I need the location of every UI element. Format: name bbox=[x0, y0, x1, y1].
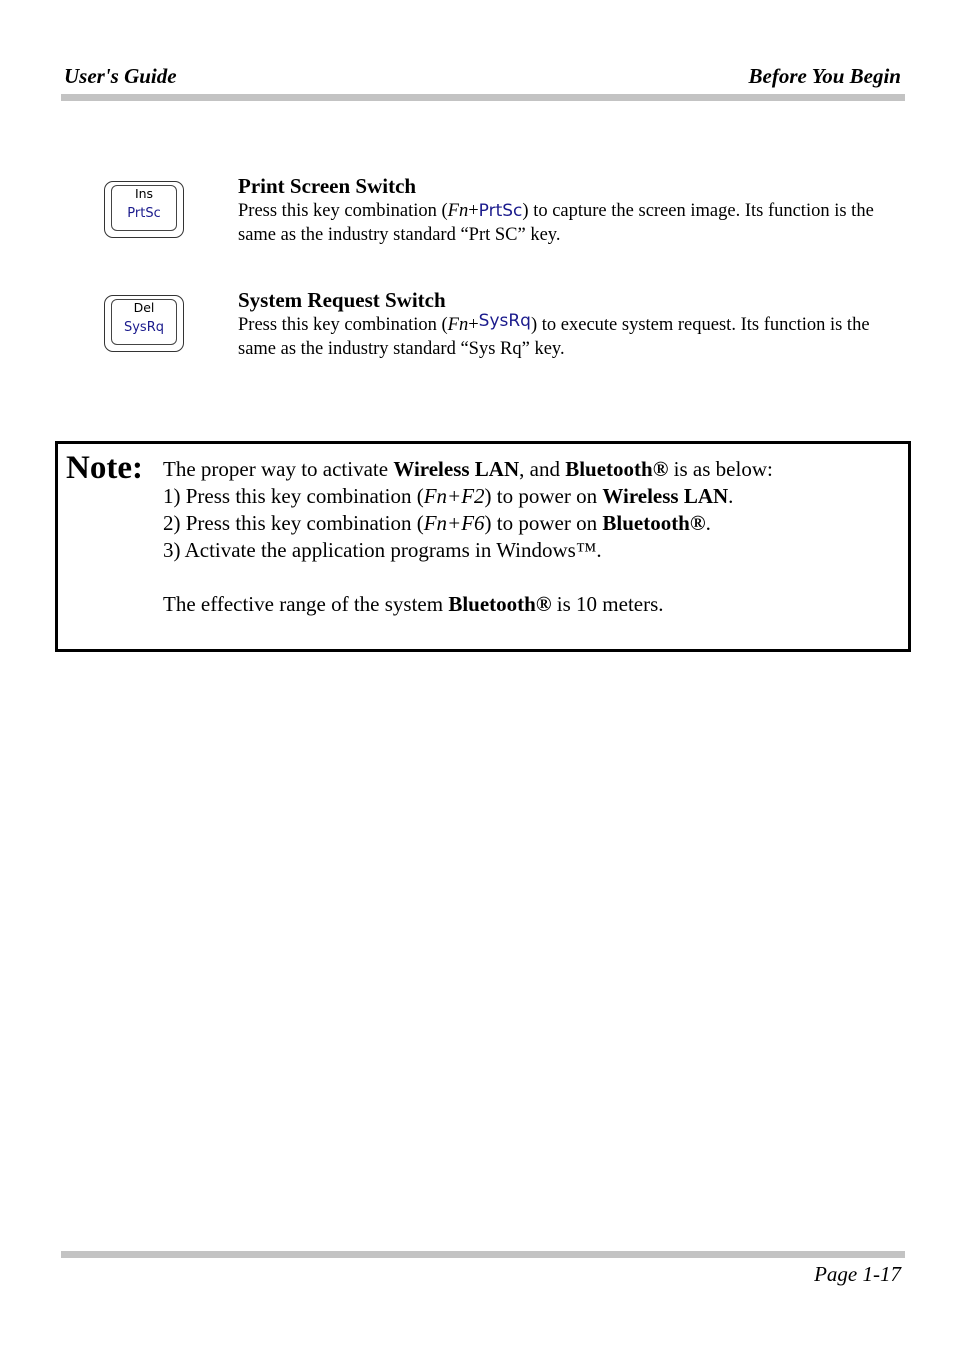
header-left: User's Guide bbox=[64, 64, 177, 88]
text-segment: . bbox=[705, 511, 711, 535]
note-line bbox=[163, 483, 893, 510]
plus-text: + bbox=[468, 315, 479, 335]
key-top-label: Del bbox=[133, 300, 155, 315]
header-rule bbox=[61, 94, 905, 101]
page-number: Page 1-17 bbox=[814, 1262, 901, 1286]
note-line: 3) Activate the application programs in Windows™. bbox=[163, 538, 602, 562]
bold-text: Bluetooth® bbox=[448, 592, 552, 616]
note-line bbox=[163, 591, 893, 618]
text-segment: . bbox=[728, 484, 734, 508]
prtsc-key-text: PrtSc bbox=[478, 201, 523, 221]
italic-text: Fn+F2 bbox=[423, 484, 485, 508]
fn-key-text: Fn bbox=[447, 201, 469, 221]
note-label: Note: bbox=[66, 450, 143, 486]
text-segment: , and bbox=[519, 457, 566, 481]
key-bottom-label: SysRq bbox=[123, 320, 164, 335]
print-screen-text bbox=[238, 199, 898, 247]
note-body bbox=[163, 456, 893, 618]
ins-prtsc-key-icon bbox=[104, 181, 184, 238]
italic-text: Fn+F6 bbox=[423, 511, 485, 535]
text-segment: ) to execute system request. Its function is the same as the industry standard “Sys Rq” key. bbox=[238, 315, 870, 359]
sys-request-title: System Request Switch bbox=[238, 288, 446, 312]
text-segment: ) to capture the screen image. Its function is the same as the industry standard “Prt SC” key. bbox=[238, 201, 874, 245]
plus-text: + bbox=[468, 201, 479, 221]
text-segment: Press this key combination ( bbox=[238, 315, 448, 335]
bold-text: Wireless LAN bbox=[393, 457, 520, 481]
note-box bbox=[55, 441, 911, 652]
text-segment: is as below: bbox=[668, 457, 773, 481]
bold-text: Bluetooth® bbox=[602, 511, 706, 535]
bold-text: Bluetooth® bbox=[565, 457, 669, 481]
text-segment: ) to power on bbox=[484, 511, 603, 535]
sysrq-key-text: SysRq bbox=[478, 311, 531, 331]
sys-request-text bbox=[238, 313, 898, 361]
text-segment: Press this key combination ( bbox=[238, 201, 448, 221]
text-segment: The effective range of the system bbox=[163, 592, 449, 616]
text-segment: ) to power on bbox=[484, 484, 603, 508]
text-segment: The proper way to activate bbox=[163, 457, 394, 481]
text-segment: is 10 meters. bbox=[551, 592, 664, 616]
note-line bbox=[163, 456, 893, 483]
fn-key-text: Fn bbox=[447, 315, 469, 335]
footer-rule bbox=[61, 1251, 905, 1258]
key-bottom-label: PrtSc bbox=[127, 206, 161, 221]
key-top-label: Ins bbox=[134, 186, 154, 201]
bold-text: Wireless LAN bbox=[602, 484, 729, 508]
header-right: Before You Begin bbox=[748, 64, 901, 88]
print-screen-title: Print Screen Switch bbox=[238, 174, 417, 198]
note-line bbox=[163, 510, 893, 537]
text-segment: 2) Press this key combination ( bbox=[163, 511, 424, 535]
del-sysrq-key-icon bbox=[104, 295, 184, 352]
text-segment: 1) Press this key combination ( bbox=[163, 484, 424, 508]
